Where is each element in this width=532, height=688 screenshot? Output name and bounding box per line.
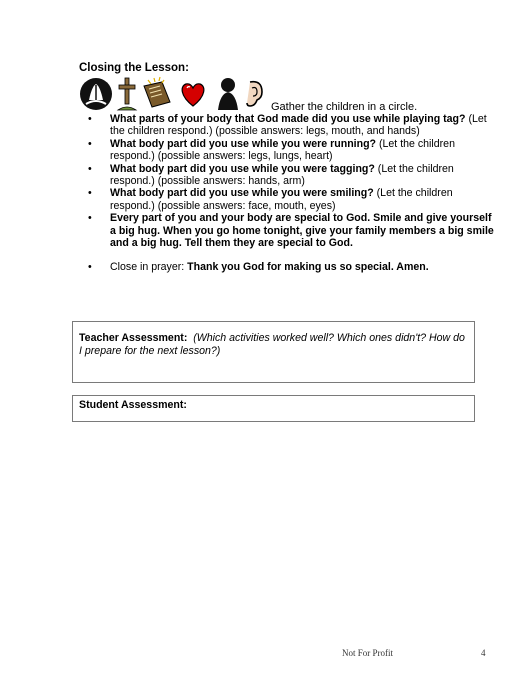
praying-hands-icon <box>78 76 114 112</box>
teacher-assessment-prompt: (Which activities worked well? Which ones didn't? How do I prepare for the next lesson?) <box>79 332 465 357</box>
discussion-list <box>86 113 498 274</box>
teacher-assessment-label: Teacher Assessment: <box>79 332 188 344</box>
list-item: • What parts of your body that God made did you use while playing tag? (Let the children respond.) (possible answers: legs, mouth, and hands) <box>88 113 487 138</box>
list-item: • Every part of you and your body are special to God. Smile and give yourself a big hug. When you go home tonight, give your family members a big smile and a big hug. Tell them they are special to God. <box>88 212 494 250</box>
section-heading: Closing the Lesson: <box>79 62 189 74</box>
list-item: • What body part did you use while you were smiling? (Let the children respond.) (possible answers: face, mouth, eyes) <box>88 187 453 212</box>
prayer-item: • Close in prayer: Thank you God for making us so special. Amen. <box>88 261 429 274</box>
student-assessment-label: Student Assessment: <box>79 399 187 411</box>
heart-icon <box>178 76 208 112</box>
intro-text: Gather the children in a circle. <box>271 101 418 113</box>
student-assessment-box <box>72 395 475 422</box>
cross-icon <box>116 76 138 112</box>
bible-icon <box>140 76 174 112</box>
page-number: 4 <box>481 648 486 658</box>
list-item: • What body part did you use while you were running? (Let the children respond.) (possible answers: legs, lungs, heart) <box>88 137 455 163</box>
listening-child-icon <box>216 76 268 112</box>
list-item: • What body part did you use while you were tagging? (Let the children respond.) (possible answers: hands, arm) <box>88 162 454 188</box>
footer-note: Not For Profit <box>342 648 394 658</box>
teacher-assessment-box <box>72 321 475 383</box>
